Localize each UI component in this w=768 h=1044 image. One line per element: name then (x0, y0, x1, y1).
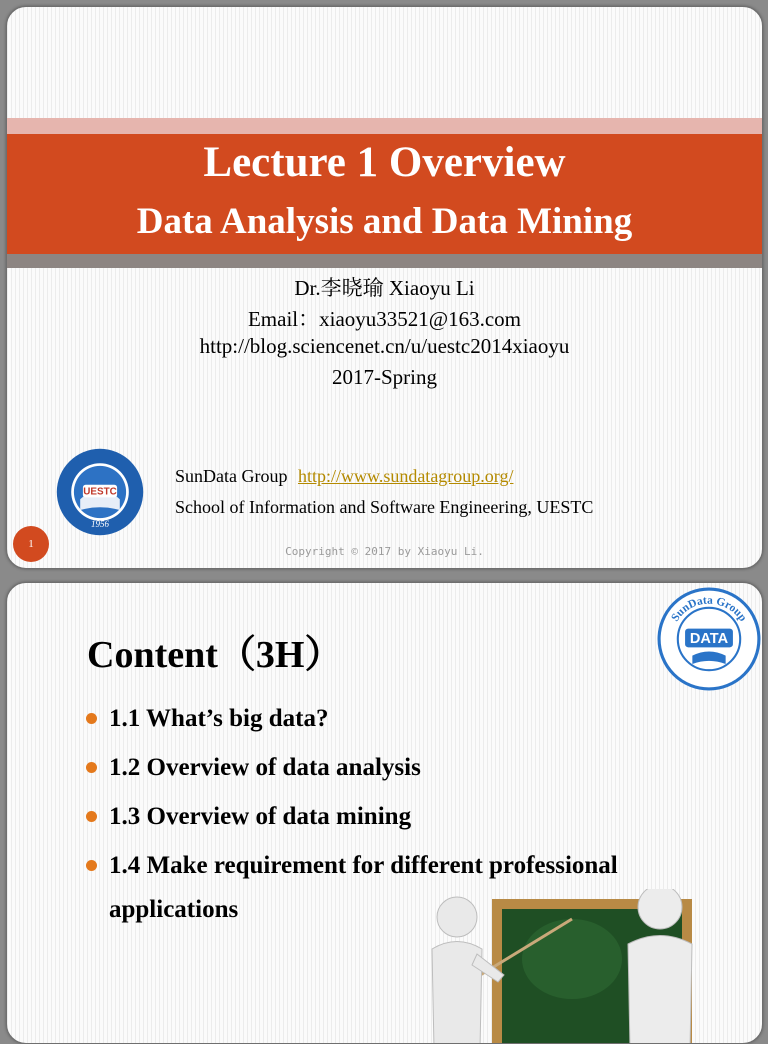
school-name: School of Information and Software Engineering, UESTC (175, 497, 594, 517)
svg-text:DATA: DATA (689, 631, 729, 648)
svg-text:SunData Group: SunData Group (669, 594, 749, 624)
teacher-figures-blackboard-icon (422, 889, 722, 1044)
bullet-item: 1.4 Make requirement for different professional applications (83, 844, 733, 932)
bullet-item: 1.2 Overview of data analysis (83, 746, 733, 790)
course-title: Data Analysis and Data Mining (136, 201, 633, 242)
title-band-bottom-accent (7, 254, 762, 268)
bullet-item: 1.1 What’s big data? (83, 697, 733, 741)
slide-number-badge: 1 (13, 526, 49, 562)
group-name: SunData Group (175, 466, 288, 486)
author-blog-url: http://blog.sciencenet.cn/u/uestc2014xiaoyu (199, 334, 570, 358)
copyright-notice: Copyright © 2017 by Xiaoyu Li. (285, 545, 484, 558)
bullet-item: 1.3 Overview of data mining (83, 795, 733, 839)
author-name: Dr.李晓瑜 Xiaoyu Li (294, 276, 475, 300)
sundata-group-logo-icon (657, 587, 761, 691)
term-label: 2017-Spring (332, 365, 437, 389)
group-website-link[interactable]: http://www.sundatagroup.org/ (297, 466, 514, 486)
svg-text:UESTC: UESTC (83, 486, 117, 498)
title-slide (6, 6, 763, 569)
lecture-title: Lecture 1 Overview (203, 139, 566, 186)
content-title: Content（3H） (87, 634, 343, 676)
svg-text:1956: 1956 (91, 519, 109, 530)
group-line (175, 466, 513, 487)
author-email: Email：xiaoyu33521@163.com (247, 307, 522, 331)
title-band-top-accent (7, 118, 762, 134)
content-slide (6, 582, 763, 1044)
uestc-seal-icon (55, 447, 145, 537)
